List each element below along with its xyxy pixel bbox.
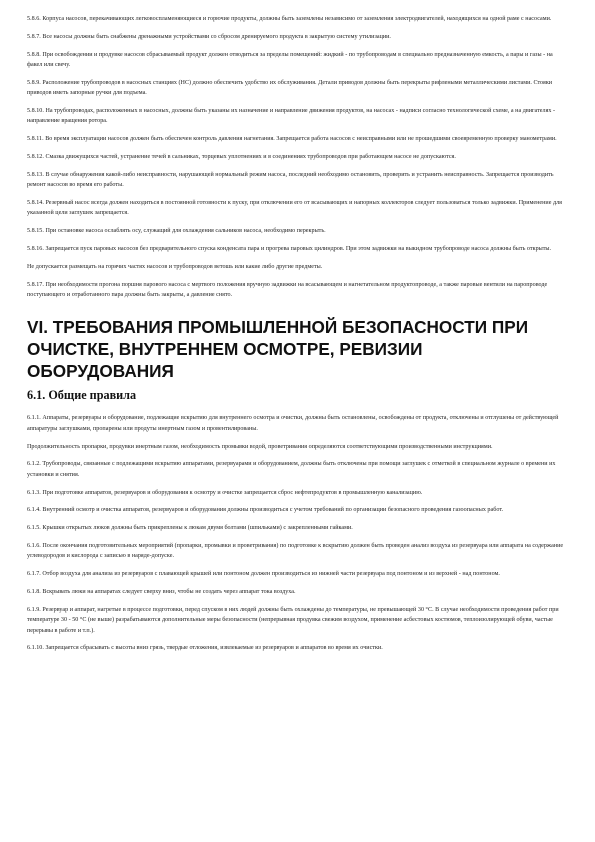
paragraph-6-1-6: 6.1.6. После окончания подготовительных мероприятий (пропарки, промывки и проветривания) по подготовке к вскрытию должен быть проведен анализ воздуха из резервуара или аппарата на содержание углеводородов и кислорода с записью в наряде-допуске. <box>27 543 564 560</box>
paragraph-5-8-8: 5.8.8. При освобождении и продувке насосов сбрасываемый продукт должен отводиться за пределы помещений: жидкий - по трубопроводам в специально предназначенную емкость, а пары и газы - на факел или свечу. <box>27 51 553 68</box>
paragraph-6-1-1: 6.1.1. Аппараты, резервуары и оборудование, подлежащие вскрытию для внутреннего осмотра и очистки, должны быть остановлены, освобождены от продукта, отключены и отглушены от действующей аппаратуры заглушками, пропарены или продуты инертным газом и провентилированы. <box>27 415 559 432</box>
paragraph-6-1-7: 6.1.7. Отбор воздуха для анализа из резервуаров с плавающей крышей или понтоном должен производиться из нижней части резервуара под понтоном и из верхней - над понтоном. <box>27 571 500 578</box>
paragraph-6-1-4: 6.1.4. Внутренний осмотр и очистка аппаратов, резервуаров и оборудования должны производиться с учетом требований по организации безопасного проведения газоопасных работ. <box>27 507 504 514</box>
paragraph-5-8-14: 5.8.14. Резервный насос всегда должен находиться в постоянной готовности к пуску, при отключении его от всасывающих и напорных коллекторов следует пользоваться только задвижки. Применение для указанной цели заглушек запрещается. <box>27 200 562 217</box>
document-page <box>27 14 569 661</box>
paragraph-5-8-16: 5.8.16. Запрещается пуск паровых насосов без предварительного спуска конденсата пара и прогрева паровых цилиндров. При этом задвижки на выкидном трубопроводе насоса должны быть открыты. <box>27 246 552 252</box>
subsection-title: 6.1. Общие правила <box>27 388 137 403</box>
bottom-paragraphs <box>27 413 569 653</box>
paragraph-6-1-1-note: Продолжительность пропарки, продувки инертным газом, необходимость промывки водой, проветривания определяются соответствующими производственными инструкциями. <box>27 443 493 450</box>
paragraph-5-8-11: 5.8.11. Во время эксплуатации насосов должен быть обеспечен контроль давления нагнетания. Запрещается работа насосов с неисправными или не прошедшими своевременную проверку манометрами. <box>27 136 557 143</box>
paragraph-5-8-15: 5.8.15. При остановке насоса ослаблять осу, служащий для охлаждения сальников насоса, необходимо перекрыть. <box>27 228 326 235</box>
paragraph-6-1-5: 6.1.5. Крышки открытых люков должны быть прикреплены к люкам двумя болтами (шпильками) с закрепленными гайками. <box>27 525 353 532</box>
paragraph-6-1-10: 6.1.10. Запрещается сбрасывать с высоты вниз грязь, твердые отложения, извлекаемые из резервуаров и аппаратов во время их очистки. <box>27 645 383 652</box>
paragraph-5-8-10: 5.8.10. На трубопроводах, расположенных в насосных, должны быть указаны их назначение и направление движения продуктов, на насосах - надписи согласно технологической схеме, а на двигателях - направление вращения ротора. <box>27 108 556 125</box>
section-title: VI. ТРЕБОВАНИЯ ПРОМЫШЛЕННОЙ БЕЗОПАСНОСТИ ПРИ ОЧИСТКЕ, ВНУТРЕННЕМ ОСМОТРЕ, РЕВИЗИИ ОБОРУДОВАНИЯ <box>27 317 529 382</box>
paragraph-5-8-7: 5.8.7. Все насосы должны быть снабжены дренажными устройствами со сбросом дренируемого продукта в закрытую систему утилизации. <box>27 33 391 40</box>
top-paragraphs <box>27 14 569 300</box>
paragraph-5-8-16-note: Не допускается размещать на горячих частях насосов и трубопроводов ветошь или какие либо другие предметы. <box>27 263 323 270</box>
paragraph-5-8-12: 5.8.12. Смазка движущихся частей, устранение течей в сальниках, торцевых уплотнениях и в соединениях трубопроводов при работающем насосе не допускаются. <box>27 154 456 160</box>
paragraph-6-1-8: 6.1.8. Вскрывать люки на аппаратах следует сверху вниз, чтобы не создать через аппарат тока воздуха. <box>27 589 296 595</box>
paragraph-6-1-3: 6.1.3. При подготовке аппаратов, резервуаров и оборудования к осмотру и очистке запрещается сброс нефтепродуктов в промышленную канализацию. <box>27 489 423 496</box>
paragraph-5-8-6: 5.8.6. Корпуса насосов, перекачивающих легковоспламеняющиеся и горючие продукты, должны быть заземлены независимо от заземления электродвигателей, находящихся на одной раме с насосами. <box>27 16 552 22</box>
paragraph-6-1-9: 6.1.9. Резервуар и аппарат, нагретые в процессе подготовки, перед спуском в них людей должны быть охлаждены до температуры, не превышающей 30 °С. В случае необходимости проведения работ при температуре 30 - 50 °С (не выше) разрабатываются дополнительные меры безопасности (непрерывная продувка свежим воздухом, применение асбестовых костюмов, теплоизолирующей обуви, частые перерывы в работе и т.п.). <box>27 606 559 634</box>
paragraph-5-8-17: 5.8.17. При необходимости прогона поршня парового насоса с мертвого положения вручную задвижки на всасывающем и нагнетательном продуктопроводе, а также паровые вентили на паропроводе поступающего и отработанного пара должны быть закрыты, а давление снято. <box>27 281 548 298</box>
paragraph-6-1-2: 6.1.2. Трубопроводы, связанные с подлежащими вскрытию аппаратами, резервуарами и оборудованием, должны быть отключены при помощи заглушек с отметкой в специальном журнале о времени их установки и снятия. <box>27 461 556 478</box>
paragraph-5-8-13: 5.8.13. В случае обнаружения какой-либо неисправности, нарушающей нормальный режим насоса, последний необходимо остановить, проверить и устранить неисправность. Запрещается производить ремонт насосов во время его работы. <box>27 171 554 189</box>
paragraph-5-8-9: 5.8.9. Расположение трубопроводов в насосных станциях (НС) должно обеспечить удобство их обслуживания. Детали приводов должны быть перекрыты рифлеными металлическими листами. Стояки приводов иметь запорные ручки для подъема. <box>27 79 553 97</box>
